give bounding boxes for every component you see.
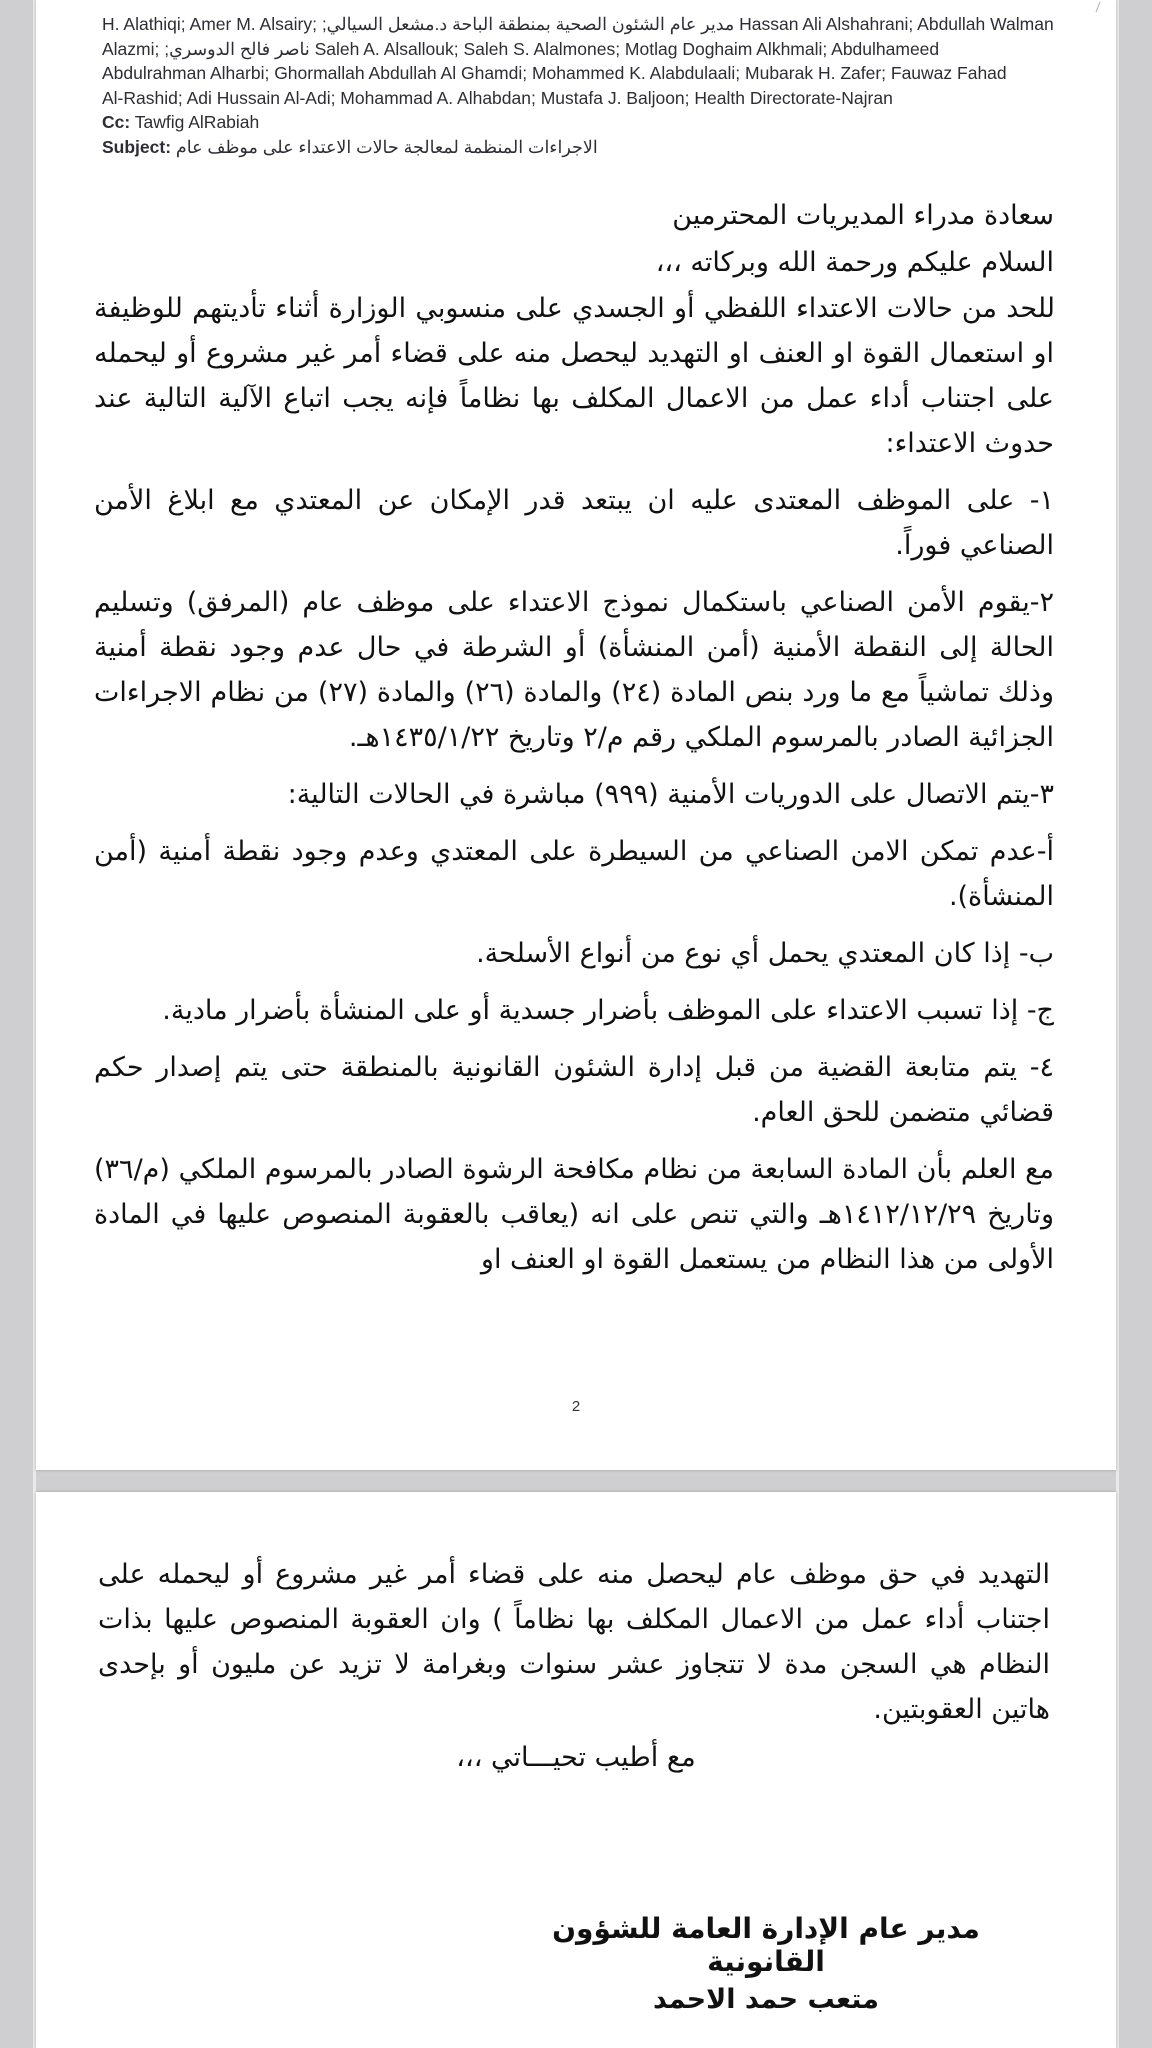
page-number: 2	[571, 1398, 581, 1415]
list-item-3b: ب- إذا كان المعتدي يحمل أي نوع من أنواع الأسلحة.	[476, 938, 1054, 969]
salutation: سعادة مدراء المديريات المحترمين	[672, 200, 1054, 231]
letter-body	[94, 192, 1054, 1282]
cc-line	[102, 110, 1092, 135]
screen-edge-right	[1116, 0, 1119, 2048]
continuation-paragraph: التهديد في حق موظف عام ليحصل منه على قضاء أمر غير مشروع أو ليحمله على اجتناب أداء عمل من الاعمال المكلف بها نظاماً ) وان العقوبة المنصوص عليها بذات النظام هي السجن مدة لا تتجاوز عشر سنوات وبغرامة لا تزيد عن مليون أو بإحدى هاتين العقوبتين.	[98, 1559, 1050, 1725]
greeting: السلام عليكم ورحمة الله وبركاته ،،،	[655, 247, 1054, 278]
list-item-3a: أ-عدم تمكن الامن الصناعي من السيطرة على المعتدي وعدم وجود نقطة أمنية (أمن المنشأة).	[94, 836, 1054, 912]
subject-value: الاجراءات المنظمة لمعالجة حالات الاعتداء على موظف عام	[175, 136, 598, 157]
signatory-title: مدير عام الإدارة العامة للشؤون القانونية	[552, 1912, 980, 1978]
recipients-line-1: H. Alathiqi; Amer M. Alsairy; مدير عام الشئون الصحية بمنطقة الباحة د.مشعل السيالي; Hassan Ali Alshahrani; Abdullah Walman	[102, 14, 1054, 34]
legal-note: مع العلم بأن المادة السابعة من نظام مكافحة الرشوة الصادر بالمرسوم الملكي (م/٣٦) وتاريخ ١٤١٢/١٢/٢٩هـ والتي تنص على انه (يعاقب بالعقوبة المنصوص عليها في المادة الأولى من هذا النظام من يستعمل القوة او العنف او	[94, 1154, 1054, 1275]
closing-remark: مع أطيب تحيـــاتي ،،،	[456, 1742, 696, 1773]
list-item-4: ٤- يتم متابعة القضية من قبل إدارة الشئون القانونية بالمنطقة حتى يتم إصدار حكم قضائي متضمن للحق العام.	[94, 1052, 1054, 1128]
list-item-1: ١- على الموظف المعتدى عليه ان يبتعد قدر الإمكان عن المعتدي مع ابلاغ الأمن الصناعي فوراً.	[94, 485, 1054, 561]
recipients-line-3: Abdulrahman Alharbi; Ghormallah Abdullah Al Ghamdi; Mohammed K. Alabdulaali; Mubarak H. Zafer; Fauwaz Fahad	[102, 63, 1007, 83]
subject-line	[102, 135, 1092, 160]
recipients-line-2: Alazmi; ناصر فالح الدوسري; Saleh A. Alsallouk; Saleh S. Alalmones; Motlag Doghaim Alkhmali; Abdulhameed	[102, 38, 940, 59]
subject-label: Subject:	[102, 136, 172, 157]
document-page-2	[36, 1492, 1116, 2048]
recipients-line-4: Al-Rashid; Adi Hussain Al-Adi; Mohammad A. Alhabdan; Mustafa J. Baljoon; Health Directorate-Najran	[102, 87, 893, 108]
document-page-1	[36, 0, 1116, 1470]
cc-value: Tawfig AlRabiah	[134, 112, 260, 132]
cc-label: Cc:	[102, 112, 131, 132]
list-item-3c: ج- إذا تسبب الاعتداء على الموظف بأضرار جسدية أو على المنشأة بأضرار مادية.	[162, 995, 1054, 1026]
email-header	[102, 12, 1092, 159]
signatory-name: متعب حمد الاحمد	[652, 1984, 880, 2015]
list-item-2: ٢-يقوم الأمن الصناعي باستكمال نموذج الاعتداء على موظف عام (المرفق) وتسليم الحالة إلى النقطة الأمنية (أمن المنشأة) أو الشرطة في حال عدم وجود نقطة أمنية وذلك تماشياً مع ما ورد بنص المادة (٢٤) والمادة (٢٦) والمادة (٢٧) من نظام الاجراءات الجزائية الصادر بالمرسوم الملكي رقم م/٢ وتاريخ ١٤٣٥/١/٢٢هـ.	[94, 587, 1054, 753]
list-item-3: ٣-يتم الاتصال على الدوريات الأمنية (٩٩٩) مباشرة في الحالات التالية:	[287, 779, 1054, 810]
page-corner-icon	[1092, 0, 1106, 14]
intro-paragraph: للحد من حالات الاعتداء اللفظي أو الجسدي على منسوبي الوزارة أثناء تأديتهم للوظيفة او استعمال القوة او العنف او التهديد ليحصل منه على قضاء أمر غير مشروع أو ليحمله على اجتناب أداء عمل من الاعمال المكلف بها نظاماً فإنه يجب اتباع الآلية التالية عند حدوث الاعتداء:	[94, 293, 1055, 459]
